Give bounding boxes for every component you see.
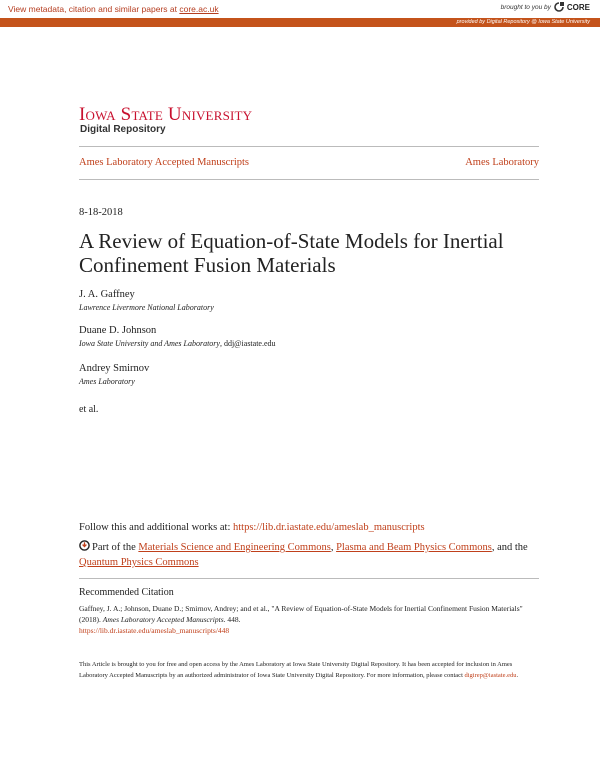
recommended-citation-heading: Recommended Citation: [79, 587, 174, 598]
commons-link-quantum[interactable]: Quantum Physics Commons: [79, 557, 199, 568]
brought-by: [501, 2, 590, 12]
part-of-sep: ,: [330, 542, 337, 553]
citation-url[interactable]: https://lib.dr.iastate.edu/ameslab_manuscripts/448: [79, 626, 230, 635]
author-name: J. A. Gaffney: [79, 289, 135, 300]
metadata-notice: [8, 4, 219, 14]
follow-link[interactable]: https://lib.dr.iastate.edu/ameslab_manuscripts: [233, 522, 425, 533]
citation-series: Ames Laboratory Accepted Manuscripts: [102, 615, 224, 624]
citation-number: . 448.: [223, 615, 241, 624]
access-note-text: This Article is brought to you for free and open access by the Ames Laboratory at Iowa State University Digital Repository. It has been accepted for inclusion in Ames Laboratory Accepted Manuscripts by an authorized administrator of Iowa State University Digital Repository. For more information, please contact: [79, 661, 513, 679]
author-name: Duane D. Johnson: [79, 325, 157, 336]
university-logo[interactable]: [79, 104, 252, 126]
author-affiliation: [79, 339, 276, 348]
paper-title: A Review of Equation-of-State Models for Inertial Confinement Fusion Materials: [79, 229, 504, 277]
author-affiliation-text: Iowa State University and Ames Laboratory: [79, 339, 220, 348]
open-access-icon: [79, 540, 90, 551]
publication-date: 8-18-2018: [79, 207, 123, 218]
core-logo-icon: [554, 2, 564, 12]
commons-link-plasma[interactable]: Plasma and Beam Physics Commons: [336, 542, 492, 553]
core-brand[interactable]: CORE: [566, 2, 590, 12]
contact-email[interactable]: digirep@iastate.edu: [464, 671, 517, 679]
commons-link-materials[interactable]: Materials Science and Engineering Commons: [138, 542, 331, 553]
provided-by-text: provided by Digital Repository @ Iowa State University: [456, 19, 590, 25]
part-of-line: [79, 540, 539, 570]
recommended-citation: [79, 603, 529, 636]
core-topbar: [0, 0, 600, 19]
collection-link-manuscripts[interactable]: Ames Laboratory Accepted Manuscripts: [79, 157, 249, 168]
divider-bottom: [79, 179, 539, 180]
author-name: Andrey Smirnov: [79, 363, 150, 374]
access-note-end: .: [516, 671, 519, 679]
author-block: [79, 363, 149, 386]
part-of-text: Part of the: [92, 542, 139, 553]
collection-link-ameslab[interactable]: Ames Laboratory: [465, 157, 539, 168]
author-affiliation: [79, 377, 149, 386]
author-affiliation: [79, 303, 214, 312]
provided-by-bar: [0, 18, 600, 27]
follow-text: Follow this and additional works at:: [79, 522, 233, 533]
part-of-sep: , and the: [491, 542, 528, 553]
author-affiliation-text: Lawrence Livermore National Laboratory: [79, 303, 214, 312]
access-note: [79, 660, 529, 681]
divider-top: [79, 146, 539, 147]
author-block: [79, 325, 276, 348]
repository-name: Digital Repository: [80, 124, 166, 135]
author-email[interactable]: , ddj@iastate.edu: [219, 339, 276, 348]
citation-text: Gaffney, J. A.; Johnson, Duane D.; Smirnov, Andrey; and et al., "A Review of Equation-of-State Models for Inertial Confinement Fusion Materials" (2018).: [79, 604, 523, 624]
author-affiliation-text: Ames Laboratory: [79, 377, 135, 386]
core-link[interactable]: core.ac.uk: [179, 4, 219, 14]
brought-by-text: brought to you by: [500, 3, 551, 11]
et-al: et al.: [79, 404, 99, 415]
collections-row: [79, 157, 539, 168]
metadata-notice-text: View metadata, citation and similar papers at: [8, 4, 180, 14]
author-block: [79, 289, 214, 312]
divider-citation: [79, 578, 539, 579]
university-name: Iowa State University: [79, 104, 253, 125]
follow-line: [79, 522, 425, 533]
